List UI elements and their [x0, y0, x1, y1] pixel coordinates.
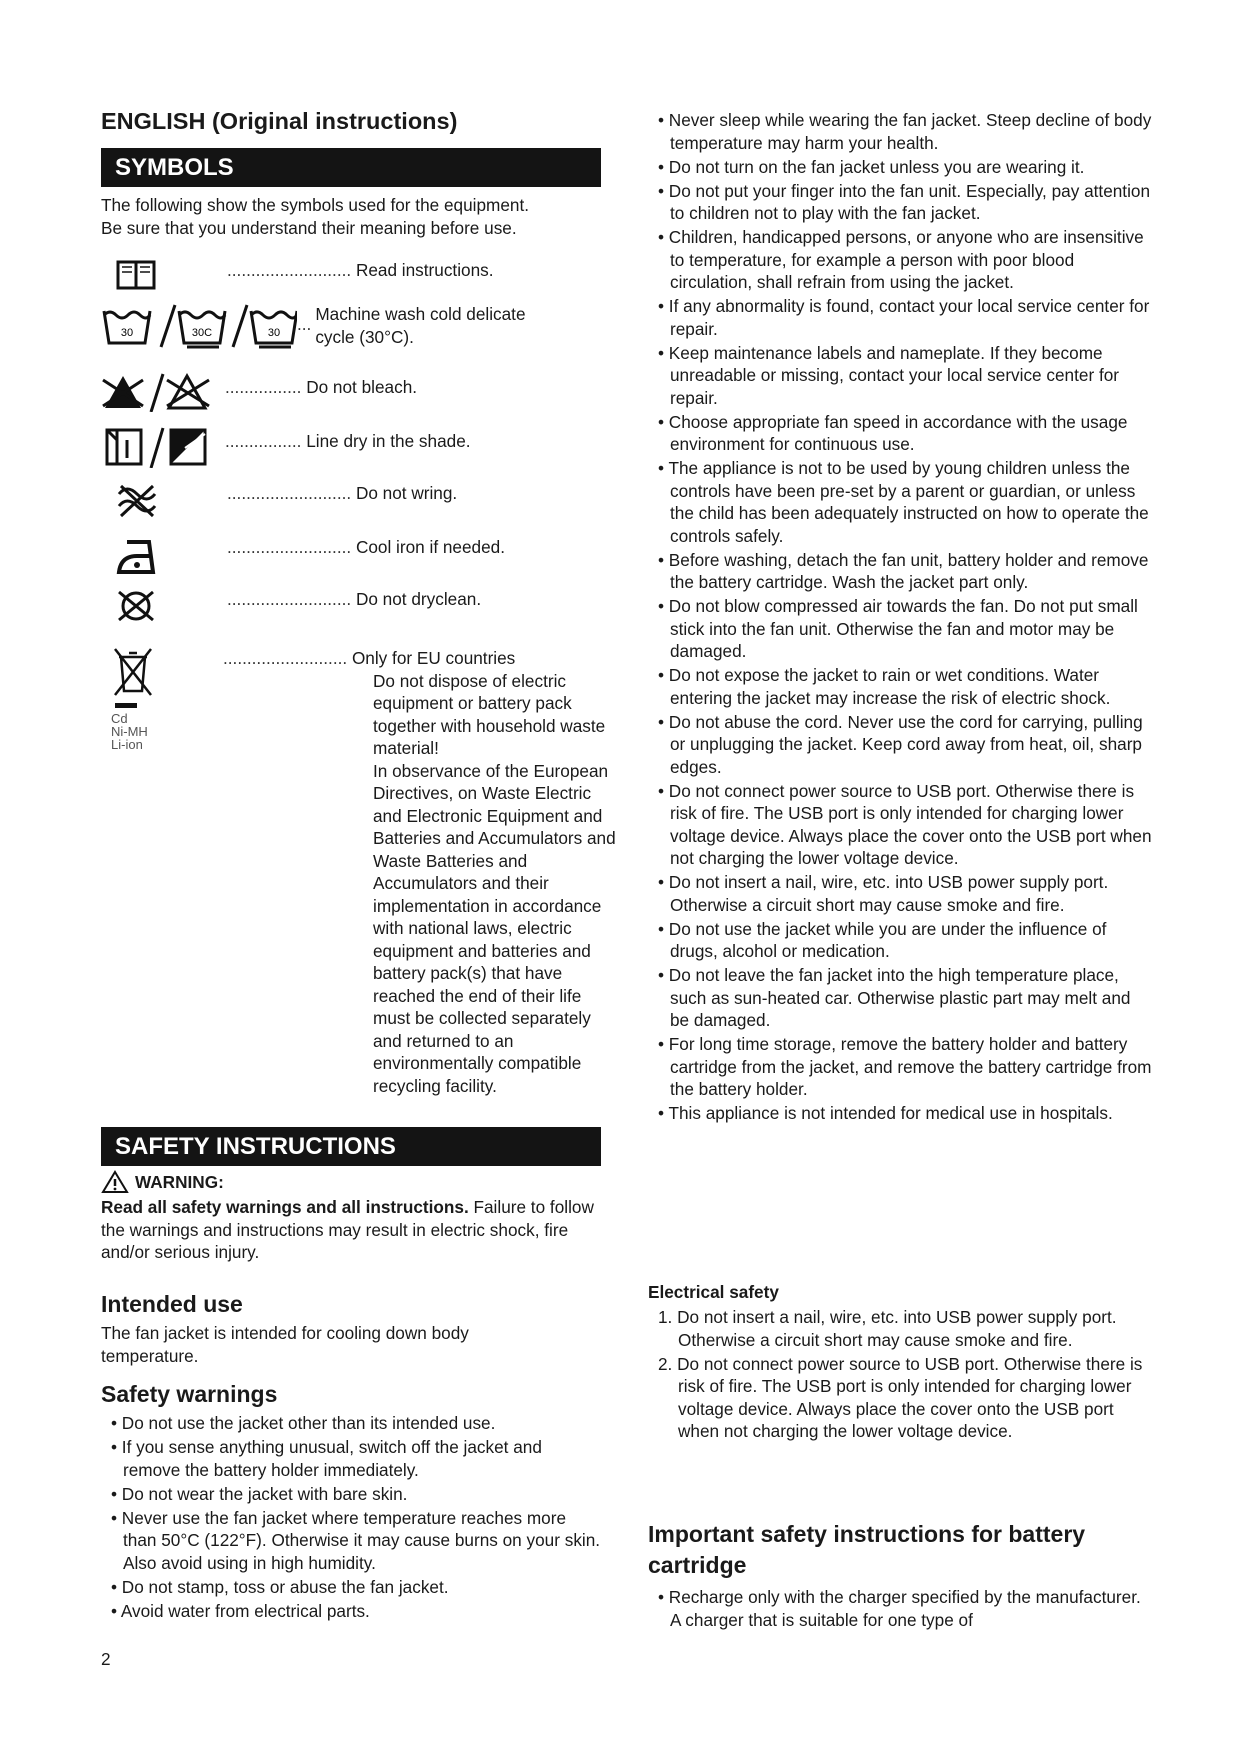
warning-block: [101, 1170, 601, 1264]
list-item: • Do not wear the jacket with bare skin.: [111, 1483, 408, 1504]
warning-text: Failure to follow the warnings and instructions may result in electric shock, fire and/or serious injury.: [101, 1197, 594, 1262]
symbol-row-bleach: ................ Do not bleach.: [101, 372, 417, 412]
list-item: • Do not turn on the fan jacket unless you are wearing it.: [658, 156, 1085, 177]
cool-iron-icon: [115, 536, 227, 576]
symbol-label: Do not bleach.: [306, 377, 418, 397]
list-item: • This appliance is not intended for medical use in hospitals.: [658, 1103, 1113, 1123]
symbol-row-read: .......................... Read instructions.: [115, 259, 494, 291]
list-item: • If you sense anything unusual, switch off the jacket and remove the battery holder immediately.: [111, 1437, 542, 1480]
electrical-safety-heading: Electrical safety: [648, 1282, 779, 1302]
battery-code-cd: Cd: [111, 711, 128, 726]
symbol-row-wash: 30 30C 30 ... Machine wash cold delicate cycle (30°C).: [101, 303, 555, 349]
list-item: • Do not use the jacket while you are under the influence of drugs, alcohol or medication.: [658, 918, 1107, 961]
list-item: • Do not expose the jacket to rain or wet conditions. Water entering the jacket may increase the risk of electric shock.: [658, 665, 1111, 708]
list-item: • If any abnormality is found, contact your local service center for repair.: [658, 296, 1150, 339]
list-item: • Do not insert a nail, wire, etc. into USB power supply port. Otherwise a circuit short may cause smoke and fire.: [658, 872, 1109, 915]
intended-use-heading: Intended use: [101, 1291, 243, 1317]
list-item: • Do not connect power source to USB port. Otherwise there is risk of fire. The USB port is only intended for charging lower voltage device. Always place the cover onto the USB port when not charging the lower voltage device.: [658, 780, 1152, 868]
list-item: • Do not leave the fan jacket into the high temperature place, such as sun-heated car. Otherwise plastic part may melt and be damaged.: [658, 965, 1131, 1030]
symbol-row-iron: .......................... Cool iron if needed.: [115, 536, 505, 576]
page-heading: ENGLISH (Original instructions): [101, 108, 458, 134]
symbol-label: Cool iron if needed.: [355, 537, 505, 557]
svg-text:30: 30: [267, 327, 281, 339]
symbol-row-dryclean: .......................... Do not dryclean.: [115, 588, 481, 624]
battery-code-nimh: Ni-MH: [111, 724, 148, 739]
list-item: • Choose appropriate fan speed in accordance with the usage environment for continuous use.: [658, 411, 1128, 454]
symbols-bar: SYMBOLS: [101, 148, 601, 187]
warning-triangle-icon: [101, 1170, 129, 1194]
no-dryclean-icon: [115, 588, 227, 624]
svg-text:30C: 30C: [191, 327, 213, 339]
list-item: • Avoid water from electrical parts.: [111, 1600, 370, 1621]
symbols-intro: The following show the symbols used for the equipment. Be sure that you understand their meaning before use.: [101, 195, 530, 238]
no-wring-icon: [115, 482, 227, 520]
list-item: • Do not blow compressed air towards the fan. Do not put small stick into the fan unit. Otherwise the fan and motor may be damaged.: [658, 596, 1138, 661]
warning-bold-text: Read all safety warnings and all instructions.: [101, 1197, 469, 1217]
safety-warnings-list: [101, 1412, 601, 1624]
symbol-row-eu: Cd Ni-MH Li-ion .......................... Only for EU countries Do not dispose of electric equipment or battery pack together with household waste material! In observance of the European Directives, on Waste Electric and Electronic Equipment and Batteries and Accumulators and Waste Batteries and Accumulators and their implementation in accordance with national laws, electric equipment and batteries and battery pack(s) that have reached the end of their life must be collected separately and returned to an environmentally compatible recycling facility.: [111, 647, 653, 1097]
line-dry-shade-icon: [105, 426, 225, 468]
list-item: 1. Do not insert a nail, wire, etc. into USB power supply port. Otherwise a circuit short may cause smoke and fire.: [658, 1307, 1117, 1350]
electrical-safety-list: [648, 1306, 1153, 1444]
list-item: • Never sleep while wearing the fan jacket. Steep decline of body temperature may harm your health.: [658, 110, 1152, 153]
symbol-label: Do not wring.: [355, 483, 458, 503]
list-item: • Do not abuse the cord. Never use the cord for carrying, pulling or unplugging the jacket. Keep cord away from heat, oil, sharp edges.: [658, 711, 1143, 777]
general-warnings-list: [648, 109, 1153, 1126]
symbol-row-wring: .......................... Do not wring.: [115, 482, 457, 520]
list-item: • Keep maintenance labels and nameplate. If they become unreadable or missing, contact your local service center for repair.: [658, 342, 1119, 408]
no-bleach-icon: [101, 372, 225, 412]
symbol-label: Line dry in the shade.: [306, 431, 471, 451]
list-item: • Before washing, detach the fan unit, battery holder and remove the battery cartridge. Wash the jacket part only.: [658, 549, 1149, 592]
battery-safety-list: [648, 1586, 1153, 1633]
intended-use-text: The fan jacket is intended for cooling down body temperature.: [101, 1323, 469, 1366]
battery-code-liion: Li-ion: [111, 737, 143, 752]
bin-underline: [115, 703, 137, 708]
symbol-label: Read instructions.: [355, 260, 494, 280]
list-item: • Do not put your finger into the fan unit. Especially, pay attention to children not to play with the fan jacket.: [658, 180, 1151, 223]
battery-safety-heading: Important safety instructions for battery cartridge: [648, 1521, 1086, 1578]
list-item: • Do not use the jacket other than its intended use.: [111, 1413, 496, 1433]
svg-text:30: 30: [120, 327, 134, 339]
list-item: • Do not stamp, toss or abuse the fan jacket.: [111, 1576, 449, 1597]
list-item: • Recharge only with the charger specified by the manufacturer. A charger that is suitable for one type of: [658, 1587, 1141, 1630]
wash-tub-30-icon: [101, 303, 297, 349]
symbol-label: Do not dryclean.: [355, 589, 482, 609]
symbol-row-dry: ................ Line dry in the shade.: [105, 426, 471, 468]
list-item: • The appliance is not to be used by young children unless the controls have been pre-set by a parent or guardian, or unless the child has been adequately instructed on how to operate the controls safely.: [658, 458, 1149, 546]
safety-bar: SAFETY INSTRUCTIONS: [101, 1127, 601, 1166]
warning-label: WARNING:: [135, 1171, 224, 1192]
list-item: • Children, handicapped persons, or anyone who are insensitive to temperature, for example a person with poor blood circulation, shall refrain from using the jacket.: [658, 227, 1144, 292]
list-item: • For long time storage, remove the battery holder and battery cartridge from the jacket, and remove the battery cartridge from the battery holder.: [658, 1034, 1152, 1099]
eu-disposal-text: Do not dispose of electric equipment or battery pack together with household waste material! In observance of the European Directives, on Waste Electric and Electronic Equipment and Batteries and Accumulators and Waste Batteries and Accumulators and their implementation in accordance with national laws, electric equipment and batteries and battery pack(s) that have reached the end of their life must be collected separately and returned to an environmentally compatible recycling facility.: [373, 670, 616, 1096]
page-number: 2: [101, 1649, 111, 1669]
list-item: 2. Do not connect power source to USB port. Otherwise there is risk of fire. The USB port is only intended for charging lower voltage device. Always place the cover onto the USB port when not charging the lower voltage device.: [658, 1353, 1143, 1441]
book-icon: [115, 259, 227, 291]
crossed-bin-icon: [111, 647, 173, 751]
symbol-label: Only for EU countries: [351, 648, 516, 668]
list-item: • Never use the fan jacket where temperature reaches more than 50°C (122°F). Otherwise it may cause burns on your skin. Also avoid using in high humidity.: [111, 1507, 601, 1573]
safety-warnings-heading: Safety warnings: [101, 1381, 278, 1407]
symbol-label: Machine wash cold delicate cycle (30°C).: [315, 304, 526, 347]
